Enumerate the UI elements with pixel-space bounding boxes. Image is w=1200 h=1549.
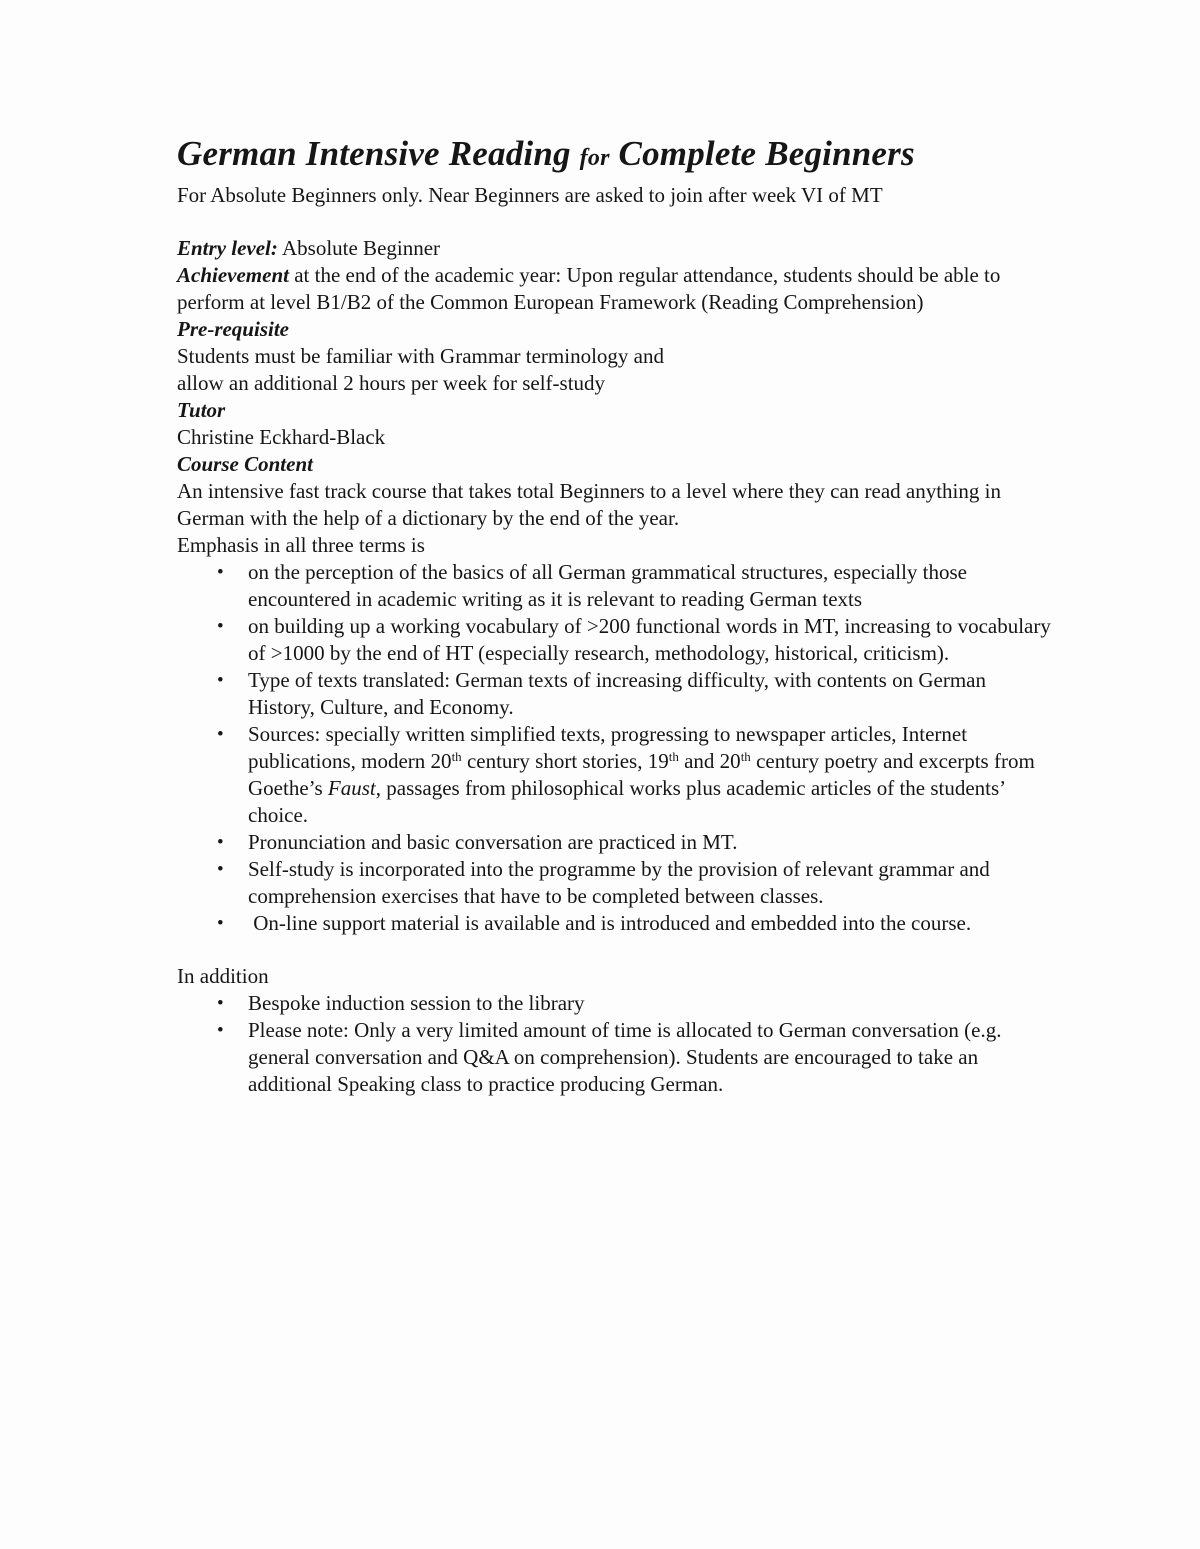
bullet-icon: • xyxy=(217,670,224,691)
bullet-icon: • xyxy=(217,562,224,583)
tutor-name: Christine Eckhard-Black xyxy=(177,425,386,449)
list-item xyxy=(177,559,1052,613)
list-item xyxy=(177,721,1052,829)
bullet-text-grammar: on the perception of the basics of all German grammatical structures, especially those encountered in academic writing as it is relevant to reading German texts xyxy=(248,560,973,611)
title-for-word: for xyxy=(579,145,610,171)
list-item xyxy=(177,990,1052,1017)
sources-seg-2: century short stories, 19 xyxy=(461,749,669,773)
bullet-icon: • xyxy=(217,993,224,1014)
bullet-text-online-support: On-line support material is available and is introduced and embedded into the course. xyxy=(248,911,972,935)
ordinal-suffix: th xyxy=(668,749,679,764)
ordinal-suffix: th xyxy=(451,749,462,764)
subtitle: For Absolute Beginners only. Near Beginners are asked to join after week VI of MT xyxy=(177,183,883,207)
list-item xyxy=(177,856,1052,910)
faust-title: Faust xyxy=(327,776,376,800)
title-main: German Intensive Reading xyxy=(177,134,580,173)
sources-seg-5: , passages from philosophical works plus academic articles of the students’ choice. xyxy=(248,776,1010,827)
bullet-icon: • xyxy=(217,1020,224,1041)
list-item xyxy=(177,613,1057,667)
bullet-text-please-note: Please note: Only a very limited amount of time is allocated to German conversation (e.g. general conversation and Q&A on comprehension). Students are encouraged to take an additional Speaking class to practice producing German. xyxy=(248,1018,1007,1096)
title-tail: Complete Beginners xyxy=(609,134,915,173)
sources-seg-3: and 20 xyxy=(678,749,741,773)
sources-seg-4: century poetry and excerpts from Goethe’s xyxy=(248,749,1041,800)
bullet-icon: • xyxy=(217,724,224,745)
list-item xyxy=(177,910,1052,937)
bullet-text-vocabulary: on building up a working vocabulary of >200 functional words in MT, increasing to vocabulary of >1000 by the end of HT (especially research, methodology, historical, criticism). xyxy=(248,614,1057,665)
bullet-icon: • xyxy=(217,913,224,934)
page-title xyxy=(177,132,1052,180)
bullet-text-selfstudy: Self-study is incorporated into the programme by the provision of relevant grammar and comprehension exercises that have to be completed between classes. xyxy=(248,857,996,908)
prerequisite-heading: Pre-requisite xyxy=(177,317,289,341)
entry-level-value: Absolute Beginner xyxy=(277,236,441,260)
tutor-heading: Tutor xyxy=(177,398,226,422)
bullet-icon: • xyxy=(217,616,224,637)
achievement-label: Achievement xyxy=(177,263,289,287)
bullet-icon: • xyxy=(217,859,224,880)
course-content-heading: Course Content xyxy=(177,452,313,476)
achievement-paragraph xyxy=(177,262,1052,316)
entry-level-label: Entry level: xyxy=(177,236,278,260)
course-intro-2: Emphasis in all three terms is xyxy=(177,533,425,557)
bullet-icon: • xyxy=(217,832,224,853)
bullet-text-pronunciation: Pronunciation and basic conversation are practiced in MT. xyxy=(248,830,738,854)
course-intro-1: An intensive fast track course that takes total Beginners to a level where they can read anything in German with the help of a dictionary by the end of the year. xyxy=(177,479,1007,530)
in-addition-heading: In addition xyxy=(177,964,269,988)
bullet-text-sources xyxy=(248,721,1052,829)
bullet-text-texts: Type of texts translated: German texts of increasing difficulty, with contents on German History, Culture, and Economy. xyxy=(248,668,992,719)
bullet-text-library: Bespoke induction session to the library xyxy=(248,991,585,1015)
addition-bullet-list xyxy=(177,990,1052,1098)
list-item xyxy=(177,1017,1052,1098)
prerequisite-line-2: allow an additional 2 hours per week for self-study xyxy=(177,371,606,395)
entry-level-line xyxy=(177,235,1052,262)
sources-seg-1: Sources: specially written simplified texts, progressing to newspaper articles, Internet publications, modern 20 xyxy=(248,722,973,773)
prerequisite-line-1: Students must be familiar with Grammar terminology and xyxy=(177,344,664,368)
course-bullet-list xyxy=(177,559,1057,937)
ordinal-suffix: th xyxy=(740,749,751,764)
achievement-text: at the end of the academic year: Upon regular attendance, students should be able to perform at level B1/B2 of the Common European Framework (Reading Comprehension) xyxy=(177,263,1006,314)
list-item xyxy=(177,667,1052,721)
list-item xyxy=(177,829,1052,856)
